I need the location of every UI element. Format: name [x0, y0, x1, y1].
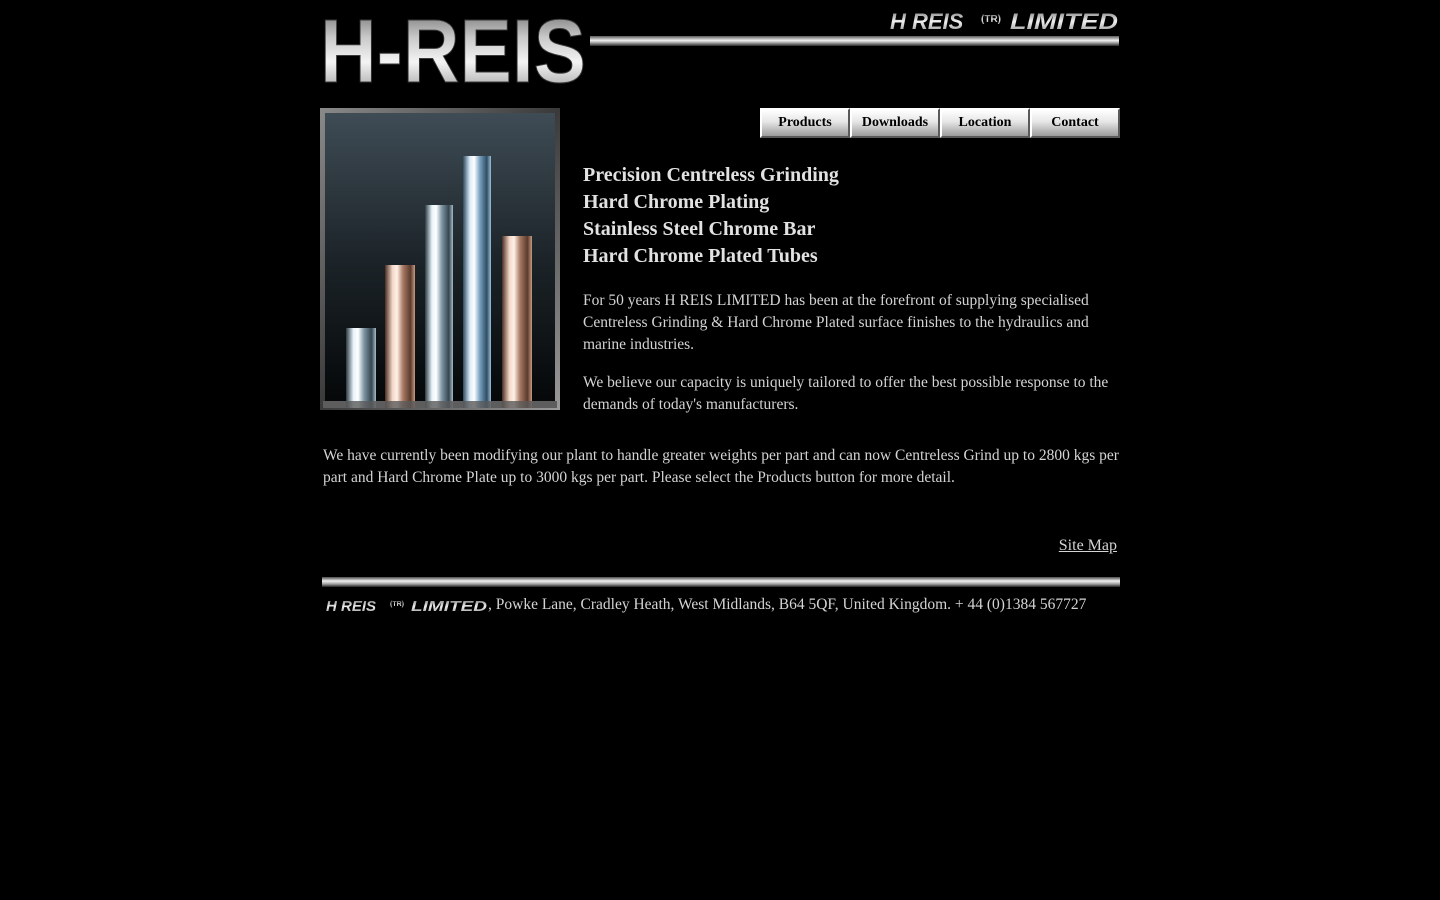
services-list: [583, 162, 1103, 270]
service-heading: Precision Centreless Grinding: [583, 164, 839, 186]
footer: [325, 594, 1125, 616]
svg-text:LIMITED: LIMITED: [411, 598, 488, 615]
nav-downloads-button[interactable]: Downloads: [850, 108, 940, 138]
nav-contact-button[interactable]: Contact: [1030, 108, 1120, 138]
chrome-bar-5: [502, 236, 532, 408]
page-container: [320, 0, 1120, 640]
chrome-bar-1: [346, 328, 376, 408]
service-heading: Hard Chrome Plating: [583, 191, 770, 213]
nav-products-button[interactable]: Products: [760, 108, 850, 138]
chrome-bar-4: [463, 156, 491, 408]
main-nav: [760, 108, 1120, 140]
footer-company-logo: [325, 596, 488, 614]
intro-paragraph: For 50 years H REIS LIMITED has been at the forefront of supplying specialised Centreless Grinding & Hard Chrome Plated surface finishes to the hydraulics and marine industries.: [583, 292, 1089, 353]
chrome-bars-image: [320, 108, 560, 410]
h-reis-logo[interactable]: [320, 2, 588, 102]
svg-text:(TR): (TR): [981, 14, 1001, 25]
service-heading: Hard Chrome Plated Tubes: [583, 245, 818, 267]
nav-location-button[interactable]: Location: [940, 108, 1030, 138]
svg-text:(TR): (TR): [390, 601, 404, 608]
svg-text:H REIS: H REIS: [890, 9, 964, 34]
footer-divider: [322, 577, 1120, 587]
service-heading: Stainless Steel Chrome Bar: [583, 218, 816, 240]
footer-address: , Powke Lane, Cradley Heath, West Midlands, B64 5QF, United Kingdom. + 44 (0)1384 567727: [488, 596, 1087, 613]
svg-text:H REIS: H REIS: [326, 598, 377, 615]
capacity-paragraph: We believe our capacity is uniquely tailored to offer the best possible response to the demands of today's manufacturers.: [583, 374, 1109, 413]
svg-text:H-REIS: H-REIS: [320, 2, 586, 102]
company-name-logo: [888, 8, 1120, 34]
site-map-link[interactable]: Site Map: [1058, 537, 1117, 554]
chrome-bar-3: [425, 205, 453, 408]
chrome-bar-2: [385, 265, 415, 408]
header-divider: [590, 36, 1119, 46]
svg-text:LIMITED: LIMITED: [1010, 9, 1119, 34]
plant-paragraph: We have currently been modifying our plant to handle greater weights per part and can now Centreless Grind up to 2800 kgs per part and Hard Chrome Plate up to 3000 kgs per part. Please select the Products button for more detail.: [323, 447, 1119, 486]
